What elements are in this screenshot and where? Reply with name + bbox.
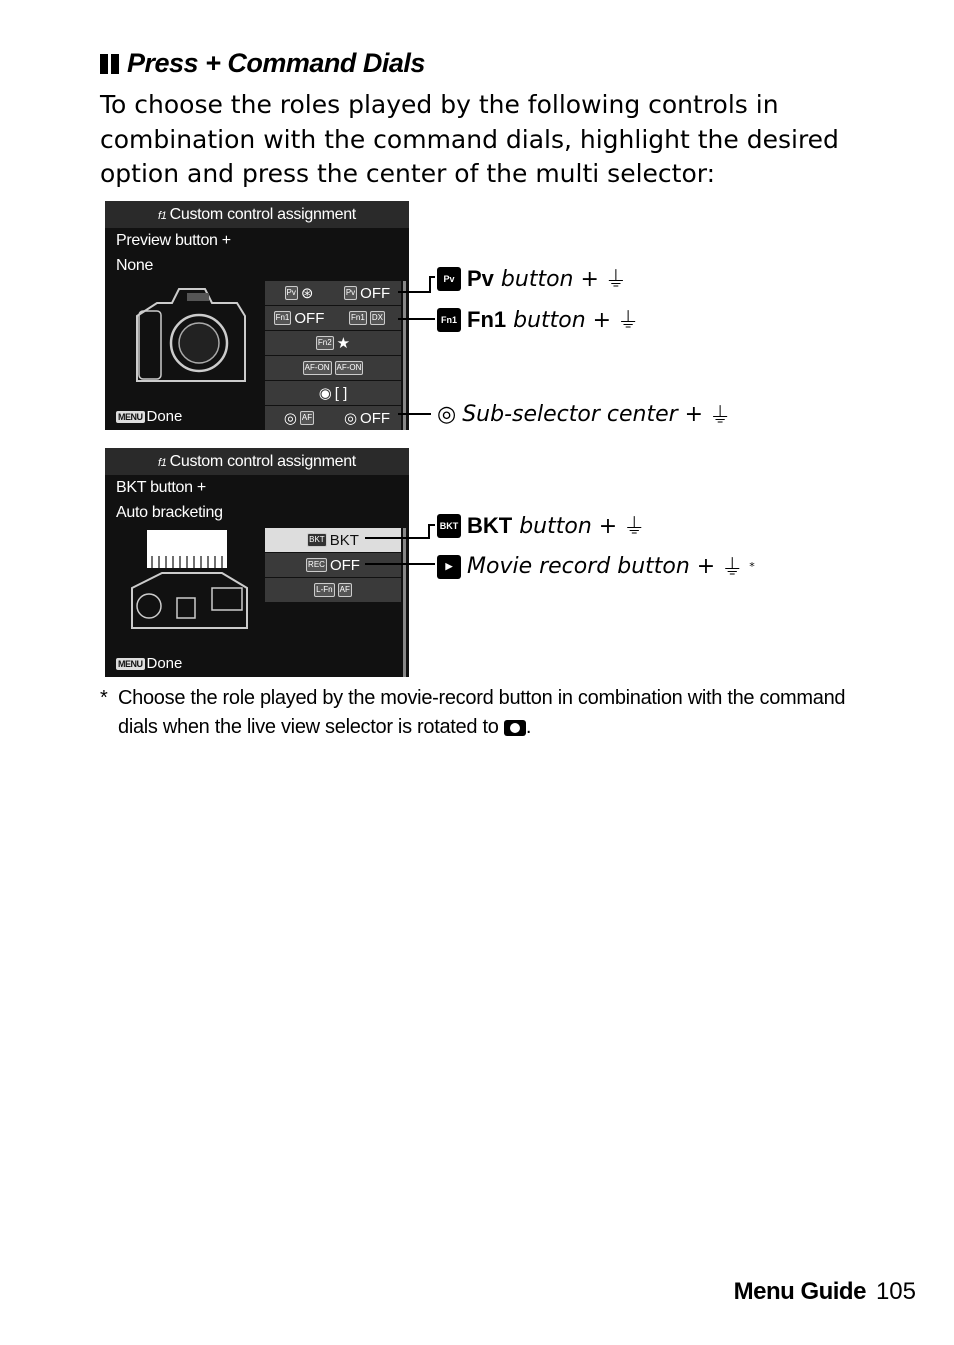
fn1-tag: Fn1: [274, 311, 292, 325]
dial-icon: Fn1: [349, 311, 367, 325]
menu-button-icon: MENU: [118, 658, 143, 669]
dial-icon: ◎: [343, 410, 358, 427]
footnote: * Choose the role played by the movie-record button in combination with the command dials when the live view selector is rotated to .: [100, 684, 860, 742]
pv-tag: Pv: [285, 286, 298, 300]
grid-value: OFF: [329, 556, 360, 574]
fn1-dial-icon: Fn1: [437, 308, 461, 332]
grid-row-selected[interactable]: [265, 528, 401, 552]
leader-line: [429, 276, 435, 278]
setting-value: None: [116, 257, 154, 274]
setting-name: Preview button +: [116, 232, 231, 249]
menu-button-icon: MENU: [118, 411, 143, 422]
grid-value: OFF: [360, 284, 391, 302]
grid-row[interactable]: [265, 356, 401, 380]
camera-top-illustration: [127, 528, 252, 638]
grid-value: OFF: [294, 309, 325, 327]
callout-pv: Pv Pv button + ⏚: [437, 263, 627, 294]
fn2-tag: Fn2: [316, 336, 334, 350]
footnote-marker: *: [100, 687, 108, 709]
button-assignment-grid: [265, 281, 401, 430]
camera-menu-screen-preview: [105, 201, 409, 430]
command-dial-icon: ⏚: [617, 309, 640, 334]
grid-row[interactable]: [265, 281, 401, 305]
command-dial-icon: ⏚: [604, 268, 627, 293]
grid-row[interactable]: [265, 578, 401, 602]
leader-line: [398, 318, 435, 320]
leader-line: [398, 291, 431, 293]
menu-code: f1: [158, 210, 167, 222]
af-on-tag: AF-ON: [303, 361, 332, 375]
pv-dial-icon: Pv: [437, 267, 461, 291]
grid-value: ★: [336, 335, 351, 352]
dial-icon: Pv: [344, 286, 357, 300]
bkt-tag: BKT: [307, 533, 327, 547]
leader-line: [398, 413, 431, 415]
grid-row[interactable]: [265, 306, 401, 330]
intro-paragraph: To choose the roles played by the following controls in combination with the command dials, highlight the desired option and press the center of the multi selector:: [100, 90, 839, 188]
callout-bkt: BKT BKT button + ⏚: [437, 510, 645, 541]
callout-movie-record: ▶ Movie record button + ⏚ *: [437, 551, 755, 582]
done-label: MENU Done: [118, 655, 183, 672]
scrollbar[interactable]: [403, 281, 406, 430]
camera-front-illustration: [127, 281, 252, 391]
leader-line: [429, 276, 431, 293]
leader-line: [365, 563, 435, 565]
screen-title-bar: [105, 448, 409, 475]
grid-value: OFF: [360, 409, 391, 427]
grid-row[interactable]: [265, 406, 401, 430]
heading-text: Press + Command Dials: [127, 48, 425, 78]
grid-value: AF-ON: [335, 361, 364, 375]
scrollbar[interactable]: [403, 528, 406, 677]
command-dial-icon: ⏚: [709, 404, 732, 429]
button-assignment-grid: [265, 528, 401, 603]
setting-value: Auto bracketing: [116, 504, 223, 521]
movie-record-dial-icon: ▶: [437, 555, 461, 579]
callout-fn1: Fn1 Fn1 button + ⏚: [437, 304, 639, 335]
movie-record-tag: REC: [306, 558, 327, 572]
page-number: 105: [875, 1278, 916, 1305]
setting-name: BKT button +: [116, 479, 206, 496]
leader-line: [428, 524, 435, 526]
camera-menu-screen-bkt: [105, 448, 409, 677]
grid-value: BKT: [329, 531, 359, 549]
done-label: MENU Done: [118, 408, 183, 425]
command-dial-icon: ⏚: [721, 556, 744, 581]
leader-line: [428, 524, 430, 539]
section-heading: [100, 48, 425, 79]
grid-row[interactable]: [265, 331, 401, 355]
heading-marker-icon: [100, 54, 119, 74]
section-name: Menu Guide: [733, 1278, 866, 1305]
footnote-mark: *: [749, 560, 755, 573]
callout-sub-selector: ◎ Sub-selector center + ⏚: [437, 399, 731, 430]
lfn-tag: L-Fn: [314, 583, 334, 597]
grid-value: AF: [338, 583, 352, 597]
screen-title: Custom control assignment: [169, 206, 356, 223]
grid-row[interactable]: [265, 381, 401, 405]
footnote-text: Choose the role played by the movie-record button in combination with the command dials when the live view selector is rotated to: [118, 687, 846, 738]
screen-title: Custom control assignment: [169, 453, 356, 470]
menu-code: f1: [158, 457, 167, 469]
af-lock-icon: AF: [300, 411, 314, 425]
sub-selector-dial-icon: ◎: [437, 402, 457, 427]
screen-title-bar: [105, 201, 409, 228]
camera-icon: [504, 720, 526, 736]
page-footer: [734, 1278, 916, 1306]
sub-selector-center-icon: ◎: [283, 410, 297, 427]
command-dial-icon: ⏚: [623, 515, 646, 540]
grid-value: [ ]: [334, 384, 348, 402]
bkt-dial-icon: BKT: [437, 514, 461, 538]
aperture-icon: ⊛: [300, 285, 314, 302]
sub-selector-icon: ◉: [318, 385, 332, 402]
leader-line: [365, 537, 428, 539]
dx-crop-icon: DX: [370, 311, 385, 325]
grid-row[interactable]: [265, 553, 401, 577]
